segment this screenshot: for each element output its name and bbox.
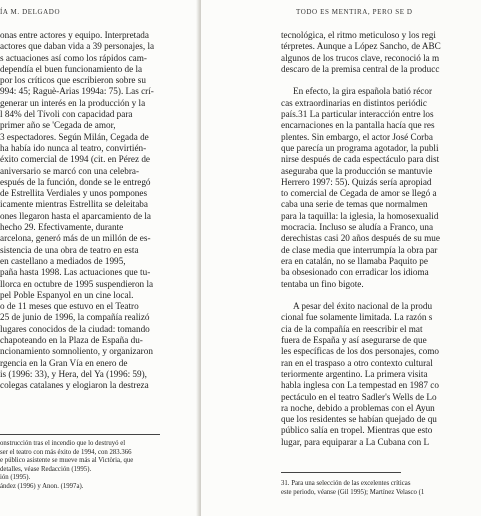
- body-text-line: primer año se 'Cegada de amor,: [0, 120, 116, 131]
- body-text-line: is (1996: 33), y Hera, del Ya (1996: 59),: [0, 368, 147, 379]
- body-text-line: caba una serie de temas que normalmen: [281, 199, 428, 210]
- body-text-line: cas extraordinarias en distintos periódic: [281, 97, 427, 108]
- body-text-line: algunos de los trucos clave, reconoció la m: [281, 52, 440, 63]
- body-text-line: generar un interés en la producción y la: [0, 97, 146, 108]
- body-text-line: o de 11 meses que estuvo en el Teatro: [0, 301, 139, 312]
- body-text-line: ba obsesionado con erradicar los idioma: [281, 267, 429, 278]
- footnote-line: onstrucción tras el incendio que lo destruyó el: [0, 440, 126, 447]
- body-text-line: rgencia en la Gran Vía en enero de: [0, 357, 128, 368]
- body-text-line: tentaba un fino bigote.: [281, 278, 364, 289]
- body-text-line: era en catalán, no se llamaba Paquito pe: [281, 255, 428, 266]
- body-text-line: ran en el traspaso a otro contexto cultural: [281, 357, 433, 368]
- body-text-line: onas entre actores y equipo. Interpretada: [0, 30, 149, 40]
- paragraph-break: [281, 290, 481, 301]
- body-text-line: ha había ido nunca al teatro, convirtién-: [0, 142, 147, 153]
- footnote-line: e público asistente se mueve más al Victòria, que: [0, 457, 134, 465]
- body-text-line: s actuaciones así como los rápidos cam-: [0, 52, 147, 63]
- body-text-line: público salía en tropel. Mientras que esto: [281, 425, 433, 436]
- body-text-line: arcelona, generó más de un millón de es-: [0, 233, 151, 244]
- body-text-line: icamente mientras Estrellita se deleitaba: [0, 199, 148, 210]
- body-text-line: habla inglesa con La tempestad en 1987 co: [281, 380, 439, 391]
- body-text-line: pel Poble Espanyol en un cine local.: [0, 289, 134, 300]
- body-text-line: hecho 29. Efectivamente, durante: [0, 222, 124, 233]
- body-text-line: l 84% del Tívoli con capacidad para: [0, 109, 133, 120]
- body-text-line: chapoteando en la Plaza de España du-: [0, 335, 143, 346]
- body-text-line: cional fue solamente limitada. La razón s: [281, 312, 433, 323]
- paragraph-break: [281, 75, 481, 86]
- left-page: [0, 0, 199, 516]
- body-text-line: ones llegaron hasta el aparcamiento de la: [0, 210, 152, 221]
- body-text-line: A pesar del éxito nacional de la produ: [293, 301, 433, 312]
- body-text-line: pectáculo en el teatro Sadler's Wells de Lo: [281, 391, 437, 402]
- body-text-line: 25 de junio de 1996, la compañía realizó: [0, 312, 150, 323]
- left-footnotes: [0, 440, 200, 492]
- body-text-line: derechistas casi 20 años después de su mue: [281, 233, 440, 244]
- body-text-line: tecnológica, el ritmo meticuloso y los regi: [281, 30, 436, 40]
- body-text-line: espués de la función, donde se le entregó: [0, 176, 151, 187]
- body-text-line: aniversario se marcó con una celebra-: [0, 165, 140, 176]
- body-text-line: por los críticos que escribieron sobre su: [0, 75, 146, 86]
- body-text-line: nirse después de cada espectáculo para dist: [281, 154, 440, 165]
- body-text-line: colegas catalanes y elogiaron la destreza: [0, 380, 149, 391]
- right-footnotes: [281, 480, 481, 497]
- body-text-line: en castellano a mediados de 1995,: [0, 255, 126, 266]
- footnote-line: este periodo, véanse (Gil 1995); Martínez Velasco (1: [281, 488, 425, 496]
- body-text-line: llorca en octubre de 1995 suspendieron la: [0, 278, 154, 289]
- body-text-line: lugar, para equiparar a La Cubana con L: [281, 436, 430, 447]
- body-text-line: ra noche, debido a problemas con el Ayun: [281, 402, 435, 413]
- body-text-line: En efecto, la gira española batió récor: [293, 86, 433, 97]
- right-running-head: TODO ES MENTIRA, PERO SE D: [296, 8, 413, 16]
- body-text-line: sistencia de una obra de teatro en esta: [0, 244, 139, 255]
- body-text-line: térpretes. Aunque a López Sancho, de ABC: [281, 41, 441, 52]
- body-text-line: que los residentes se habían quejado de qu: [281, 414, 437, 425]
- right-body-text: [281, 30, 481, 448]
- body-text-line: paña hasta 1998. Las actuaciones que tu-: [0, 267, 151, 278]
- body-text-line: plentes. Sin embargo, el actor José Corba: [281, 131, 433, 142]
- body-text-line: aseguraba que la producción se mantuvie: [281, 165, 433, 176]
- body-text-line: de Estrellita Verdiales y unos pompones: [0, 188, 148, 199]
- footnote-line: ández (1996) y Anon. (1997a).: [0, 482, 84, 490]
- body-text-line: cia de la compañía en reescribir el mat: [281, 323, 423, 334]
- footnote-rule: [281, 472, 401, 473]
- footnote-line: ser el teatro con más éxito de 1994, con 283.366: [0, 448, 132, 456]
- body-text-line: de clase media que interrumpía la obra par: [281, 244, 438, 255]
- left-running-head: ÍA M. DELGADO: [0, 8, 61, 16]
- body-text-line: encarnaciones en la pantalla hacía que res: [281, 120, 435, 131]
- footnote-line: detalles, véase Redacción (1995).: [0, 465, 92, 473]
- right-page: [201, 0, 441, 516]
- left-body-text: [0, 30, 200, 392]
- body-text-line: actores que daban vida a 39 personajes, la: [0, 41, 155, 52]
- body-text-line: les específicas de los dos personajes, como: [281, 346, 439, 357]
- body-text-line: 994: 45; Raguè-Arias 1994a: 75). Las crí-: [0, 86, 154, 97]
- body-text-line: éxito comercial de 1994 (cit. en Pérez de: [0, 154, 150, 165]
- body-text-line: to comercial de Cegada de amor se llegó a: [281, 188, 437, 199]
- body-text-line: Herrero 1997: 55). Quizás sería apropiad: [281, 176, 432, 187]
- footnote-line: ión (1995).: [0, 474, 31, 482]
- body-text-line: 3 espectadores. Según Milán, Cegada de: [0, 131, 149, 142]
- body-text-line: para la taquilla: la iglesia, la homosexualid: [281, 210, 439, 221]
- footnote-line: 31. Para una selección de las excelentes críticas: [281, 480, 411, 487]
- body-text-line: fuera de España y así asegurarse de que: [281, 335, 427, 346]
- body-text-line: ncionamiento somnoliento, y organizaron: [0, 346, 153, 357]
- footnote-rule: [0, 434, 160, 435]
- body-text-line: mocracia. Incluso se aludía a Franco, una: [281, 222, 434, 233]
- body-text-line: teriormente argentino. La primera visita: [281, 368, 428, 379]
- body-text-line: descaro de la premisa central de la producc: [281, 63, 440, 74]
- body-text-line: país.31 La particular interacción entre los: [281, 109, 434, 120]
- body-text-line: lugares conocidos de la ciudad: tomando: [0, 323, 150, 334]
- body-text-line: que parecía un programa agotador, la publi: [281, 142, 439, 153]
- body-text-line: dependía el buen funcionamiento de la: [0, 63, 143, 74]
